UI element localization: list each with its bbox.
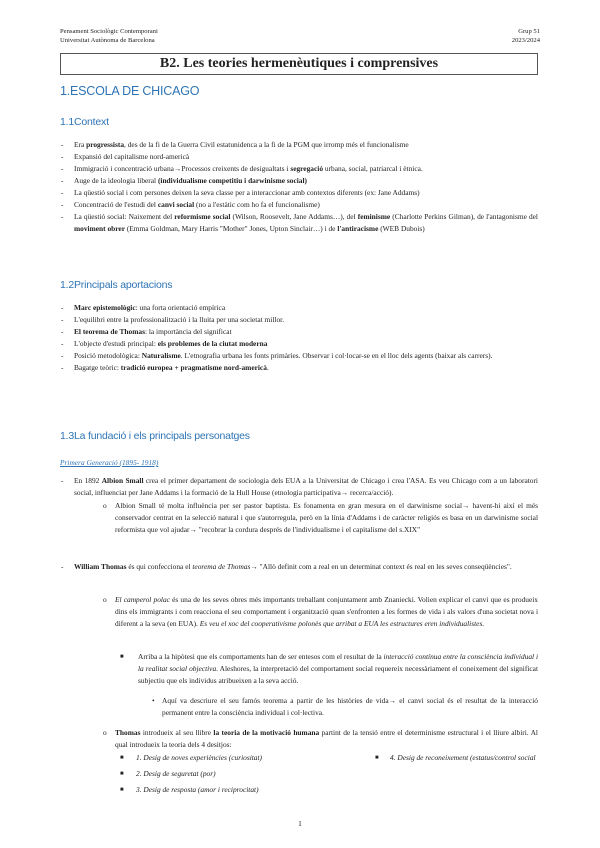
desig-1: 1. Desig de noves experiències (curiositat) <box>136 753 263 762</box>
university-name: Universitat Autònoma de Barcelona <box>60 36 155 44</box>
list-item: - L'objecte d'estudi principal: els problemes de la ciutat moderna <box>60 338 538 350</box>
list-item: - El teorema de Thomas: la importància del significat <box>60 326 538 338</box>
bullet-square: ■ <box>120 755 124 761</box>
list-item: - La qüestió social: Naixement del reformisme social (Wilson, Roosevelt, Jane Addams…), del feminisme (Charlotte Perkins Gilman), de l'antagonisme del moviment obrer (Emma Goldman, Mary Harris "Mother" Jones, Upton Sinclair…) i de l'antiracisme (WEB Dubois) <box>60 211 538 235</box>
list-item: - Expansió del capitalisme nord-americà <box>60 151 538 163</box>
list-item: - Auge de la ideologia liberal (individualisme competitiu i darwinisme social) <box>60 175 538 187</box>
list-item: - William Thomas és qui confecciona el teorema de Thomas→ "Allò definit com a real en un determinat context és real en les seves conseqüències". <box>60 561 538 573</box>
list-item: - Immigració i concentració urbana→Processos creixents de desigualtats i segregació urbana, social, patriarcal i ètnica. <box>60 163 538 175</box>
list-item: - L'equilibri entre la professionalització i la lluita per una societat millor. <box>60 314 538 326</box>
list-item: - Posició metodològica: Naturalisme. L'etnografia urbana les fonts primàries. Observar i col·locar-se en el lloc dels agents (baixar als carrers). <box>60 350 538 362</box>
bullet-square: ■ <box>375 755 379 761</box>
fundacio-item-thomas <box>60 561 538 573</box>
sub-item-motivacio: Thomas introdueix al seu llibre la teoria de la motivació humana partint de la tensió entre el determinisme estructural i el lliure albiri. Al qual introdueix la teoria dels 4 desitjos: <box>115 728 538 749</box>
generation-heading: Primera Generació (1895- 1918) <box>60 458 159 467</box>
page-number: 1 <box>298 819 302 828</box>
list-item: - Concentració de l'estudi del canvi social (no a l'estàtic com ho fa el funcionalisme) <box>60 199 538 211</box>
course-name: Pensament Sociològic Contemporani <box>60 28 158 35</box>
bullet-circle: o <box>103 728 107 737</box>
header-left <box>60 28 158 45</box>
group-label: Grup 51 <box>518 28 540 35</box>
list-item: - En 1892 Albion Small crea el primer departament de sociologia dels EUA a la Universitat de Chicago i crea l'ASA. Es veu Chicago com a un laboratori social, influenciat per Jane Addams i la formació de la Hull House (etnologia participativa→ recerca/acció). <box>60 475 538 499</box>
list-item: - Bagatge teòric: tradició europea + pragmatisme nord-americà. <box>60 362 538 374</box>
bullet-circle: o <box>103 595 107 604</box>
section-heading-chicago: 1.ESCOLA DE CHICAGO <box>60 84 200 98</box>
sub-item-camperol: El camperol polac és una de les seves obres més importants treballant conjuntament amb Znaniecki. Volien explicar el canvi que es produeix dins els immigrants i com reacciona el seu comportament i organització quan s'enfronten a les formes de vida i als valors d'una societat nova i diferent a la seva (en EUA). Es veu el xoc del cooperativisme polonès que arribat a EUA les estructures eren individualistes. <box>115 595 539 628</box>
bullet-circle: o <box>103 501 107 510</box>
bullet-dot: • <box>152 696 155 705</box>
desig-2: 2. Desig de seguretat (por) <box>136 769 216 778</box>
list-item: - Marc epistemològic: una forta orientació empírica <box>60 302 538 314</box>
desig-3: 3. Desig de resposta (amor i reciprocitat) <box>136 785 259 794</box>
list-item: - Era progressista, des de la fi de la Guerra Civil estatunidenca a la fi de la PGM que irromp més el funcionalisme <box>60 139 538 151</box>
fundacio-item-small <box>60 475 538 499</box>
sub-sub-sub-item-teorema: Aquí va descriure el seu famós teorema a partir de les històries de vida→ el canvi social és el resultat de la interacció permanent entre la consciència individual i col·lectiva. <box>162 696 538 717</box>
title-box <box>60 53 538 75</box>
context-list <box>60 139 538 235</box>
bullet-square: ■ <box>120 654 124 660</box>
bullet-square: ■ <box>120 771 124 777</box>
sub-sub-item-hipotesi: Arriba a la hipòtesi que els comportaments han de ser entesos com el resultat de la interacció contínua entre la consciència individual i la realitat social objectiva. Aleshores, la interpretació del comportament social requereix necessàriament el coneixement del significat subjectiu que els individus atribueixen a la seva acció. <box>138 652 538 685</box>
sub-item-small: Albion Small té molta influència per ser pastor baptista. Es fonamenta en gran mesura en el darwinisme social→ havent-hi així el més conservador centrat en la selecció natural i que s'autorregula, però en la línia d'Addams i de caràcter religiós es basa en un darwinisme social reformista que vol ajudar→ "recobrar la cordura després de l'individualisme i el capitalisme del s.XIX" <box>115 501 538 534</box>
page-title: B2. Les teories hermenèutiques i comprensives <box>159 56 439 71</box>
aportacions-list <box>60 302 538 374</box>
list-item: - La qüestió social i com persones deixen la seva classe per a interaccionar amb contextos diferents (ex: Jane Addams) <box>60 187 538 199</box>
subheading-context: 1.1Context <box>60 116 109 128</box>
header-right <box>512 28 540 45</box>
academic-year: 2023/2024 <box>511 36 540 44</box>
bullet-square: ■ <box>120 787 124 793</box>
desig-4: 4. Desig de reconeixement (estatus/control social <box>390 753 536 762</box>
subheading-fundacio: 1.3La fundació i els principals personatges <box>60 430 250 442</box>
subheading-aportacions: 1.2Principals aportacions <box>60 279 173 291</box>
